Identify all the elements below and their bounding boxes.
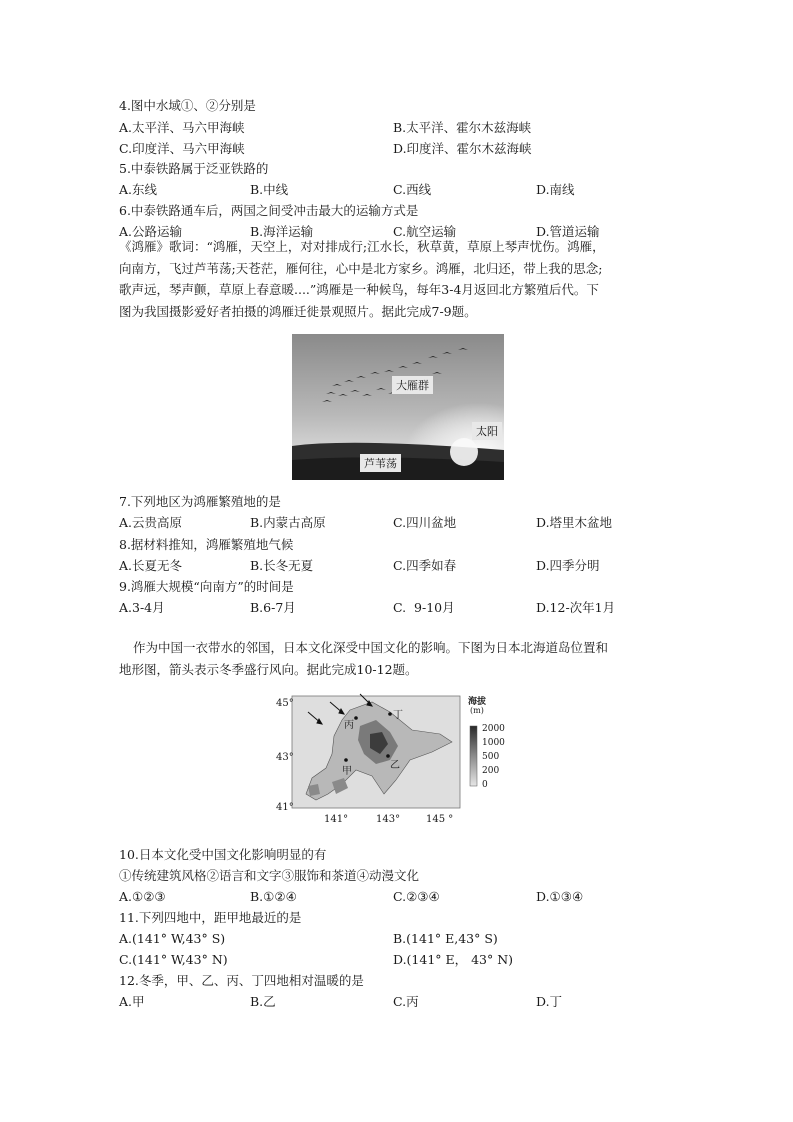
legend-unit: (m): [470, 706, 484, 715]
question-8-option-d: D.四季分明: [536, 558, 600, 573]
question-10-option-d: D.①③④: [536, 889, 584, 904]
legend-value: 200: [482, 766, 500, 776]
question-5-option-c: C.西线: [393, 182, 432, 197]
question-10-option-b: B.①②④: [250, 889, 297, 904]
elevation-scale-bar: [470, 726, 477, 786]
question-7-option-c: C.四川盆地: [393, 515, 457, 530]
question-9-option-d: D.12-次年1月: [536, 600, 616, 615]
geese-migration-photo: [292, 334, 504, 480]
latitude-label: 43°: [276, 752, 294, 763]
question-6-stem: 6.中泰铁路通车后，两国之间受冲击最大的运输方式是: [119, 203, 419, 218]
question-7-option-b: B.内蒙古高原: [250, 515, 326, 530]
passage-line: 歌声远，琴声颤，草原上春意暖....”鸿雁是一种候鸟，每年3-4月返回北方繁殖后代。下: [119, 282, 599, 297]
latitude-label: 41°: [276, 802, 294, 813]
longitude-label: 145 °: [426, 814, 454, 825]
question-10-stem: 10.日本文化受中国文化影响明显的有: [119, 847, 327, 862]
question-11-option-c: C.(141° W,43° N): [119, 952, 228, 967]
place-ding: 丁: [393, 710, 403, 721]
question-12-option-b: B.乙: [250, 994, 276, 1009]
longitude-label: 141°: [324, 814, 349, 825]
passage-line: 《鸿雁》歌词：“鸿雁，天空上，对对排成行;江水长，秋草黄，草原上琴声忧伤。鸿雁，: [119, 239, 605, 254]
question-12-option-a: A.甲: [119, 994, 145, 1009]
question-4-option-a: A.太平洋、马六甲海峡: [119, 120, 245, 135]
question-7-option-d: D.塔里木盆地: [536, 515, 613, 530]
question-12-option-c: C.丙: [393, 994, 419, 1009]
question-5-stem: 5.中泰铁路属于泛亚铁路的: [119, 161, 269, 176]
passage-goose-song: [119, 236, 679, 322]
passage-line: 图为我国摄影爱好者拍摄的鸿雁迁徙景观照片。据此完成7-9题。: [119, 303, 477, 319]
question-6-option-a: A.公路运输: [119, 224, 183, 239]
passage-line: 地形图，箭头表示冬季盛行风向。据此完成10-12题。: [119, 661, 418, 677]
question-8-stem: 8.据材料推知，鸿雁繁殖地气候: [119, 537, 294, 552]
question-10-option-c: C.②③④: [393, 889, 440, 904]
question-5-option-b: B.中线: [250, 182, 289, 197]
question-9-option-c: C. 9-10月: [393, 600, 455, 615]
passage-line: 向南方，飞过芦苇荡;天苍茫，雁何往，心中是北方家乡。鸿雁，北归还，带上我的思念;: [119, 260, 603, 276]
legend-value: 2000: [482, 724, 505, 734]
question-8-option-c: C.四季如春: [393, 558, 457, 573]
legend-value: 1000: [482, 738, 505, 748]
question-6-option-c: C.航空运输: [393, 224, 457, 239]
hokkaido-topographic-map: [272, 690, 505, 836]
place-bing: 丙: [344, 720, 354, 731]
question-12-option-d: D.丁: [536, 994, 563, 1009]
question-10-items: ①传统建筑风格②语言和文字③服饰和茶道④动漫文化: [119, 868, 420, 883]
question-9-option-b: B.6-7月: [250, 600, 296, 615]
question-10-option-a: A.①②③: [119, 889, 166, 904]
question-5-option-a: A.东线: [119, 182, 158, 197]
question-4-stem: 4.图中水域①、②分别是: [119, 98, 256, 113]
label-sun: 太阳: [472, 422, 502, 440]
label-geese: 大雁群: [392, 376, 433, 394]
question-5-option-d: D.南线: [536, 182, 575, 197]
passage-japan: [119, 637, 679, 680]
legend-title: 海拔: [468, 697, 487, 707]
question-11-option-b: B.(141° E,43° S): [393, 931, 498, 946]
longitude-label: 143°: [376, 814, 401, 825]
question-8-option-b: B.长冬无夏: [250, 558, 314, 573]
question-6-option-b: B.海洋运输: [250, 224, 314, 239]
place-yi: 乙: [390, 760, 400, 771]
passage-line: 作为中国一衣带水的邻国，日本文化深受中国文化的影响。下图为日本北海道岛位置和: [133, 640, 609, 655]
question-11-option-a: A.(141° W,43° S): [119, 931, 226, 946]
label-reeds: 芦苇荡: [360, 454, 401, 472]
question-9-stem: 9.鸿雁大规模“向南方”的时间是: [119, 579, 294, 594]
question-9-option-a: A.3-4月: [119, 600, 165, 615]
place-jia: 甲: [342, 766, 352, 777]
question-12-stem: 12.冬季，甲、乙、丙、丁四地相对温暖的是: [119, 973, 364, 988]
legend-value: 0: [482, 780, 488, 790]
question-4-option-d: D.印度洋、霍尔木兹海峡: [393, 141, 532, 156]
question-7-stem: 7.下列地区为鸿雁繁殖地的是: [119, 494, 281, 509]
question-8-option-a: A.长夏无冬: [119, 558, 183, 573]
question-11-stem: 11.下列四地中，距甲地最近的是: [119, 910, 302, 925]
latitude-label: 45°: [276, 698, 294, 709]
question-4-option-c: C.印度洋、马六甲海峡: [119, 141, 245, 156]
question-7-option-a: A.云贵高原: [119, 515, 183, 530]
question-4-option-b: B.太平洋、霍尔木兹海峡: [393, 120, 532, 135]
question-11-option-d: D.(141° E， 43° N): [393, 952, 514, 967]
legend-value: 500: [482, 752, 500, 762]
question-6-option-d: D.管道运输: [536, 224, 600, 239]
